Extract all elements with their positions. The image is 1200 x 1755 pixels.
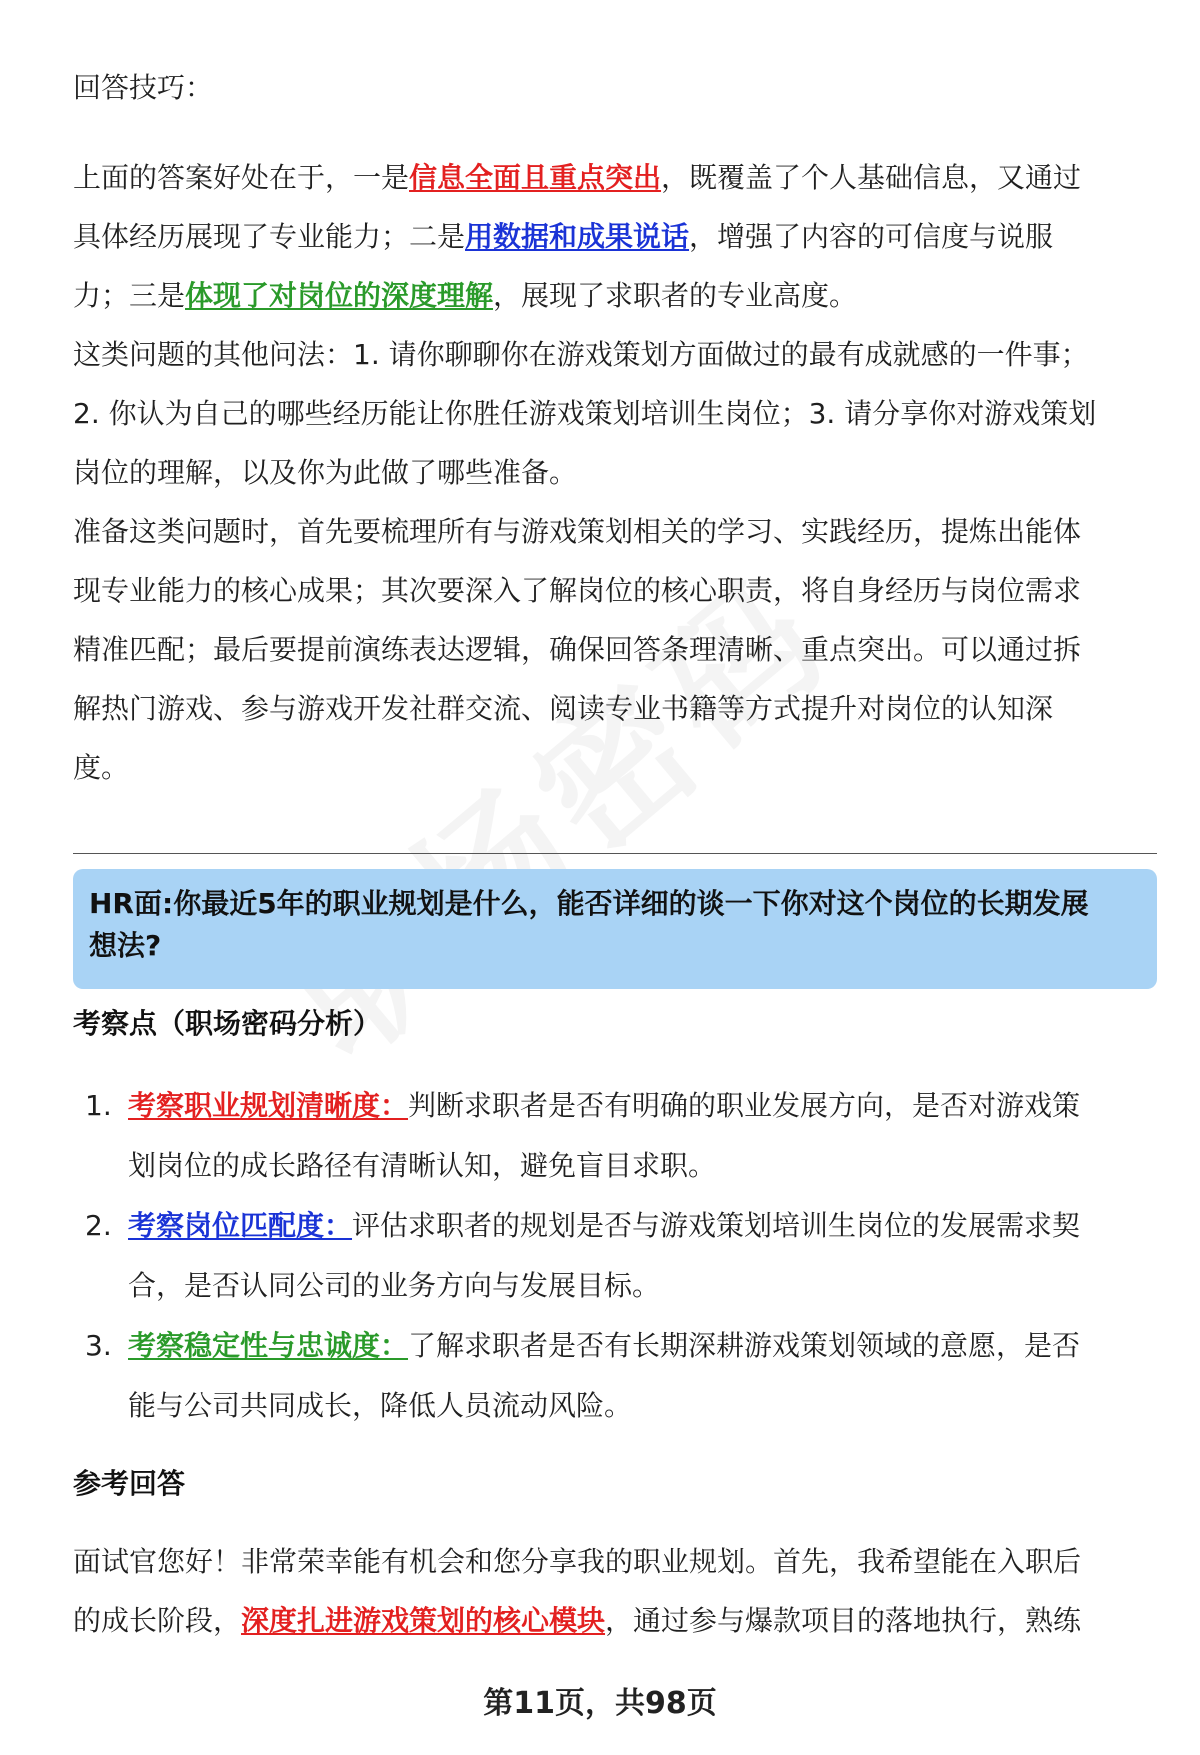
section-divider (73, 853, 1157, 854)
highlight-core-modules: 深度扎进游戏策划的核心模块 (241, 1604, 606, 1637)
highlight-data-results: 用数据和成果说话 (465, 220, 690, 253)
summary-paragraph (73, 148, 1153, 325)
question-line-1: HR面:你最近5年的职业规划是什么，能否详细的谈一下你对这个岗位的长期发展 (89, 887, 1089, 920)
exam-points-list (73, 1076, 1163, 1436)
page-number: 第11页，共98页 (483, 1686, 717, 1721)
exam-points-heading: 考察点（职场密码分析） (73, 1007, 382, 1040)
exam-label-fit: 考察岗位匹配度： (128, 1209, 353, 1242)
reference-answer-paragraph: 面试官您好！非常荣幸能有机会和您分享我的职业规划。首先，我希望能在入职后 的成长阶段，深度扎进游戏策划的核心模块，通过参与爆款项目的落地执行，熟练 (73, 1545, 1082, 1637)
highlight-role-understanding: 体现了对岗位的深度理解 (185, 279, 494, 312)
summary-line-3: 力；三是体现了对岗位的深度理解，展现了求职者的专业高度。 (73, 279, 858, 312)
alternate-questions-paragraph: 这类问题的其他问法：1. 请你聊聊你在游戏策划方面做过的最有成就感的一件事； 2. 你认为自己的哪些经历能让你胜任游戏策划培训生岗位；3. 请分享你对游戏策划 岗位的理解，以及你为此做了哪些准备。 (73, 338, 1097, 489)
question-box (73, 869, 1157, 989)
tips-title: 回答技巧： (73, 71, 214, 104)
exam-label-stability: 考察稳定性与忠诚度： (128, 1329, 409, 1362)
question-line-2: 想法? (89, 929, 162, 962)
list-item: 2. 考察岗位匹配度：评估求职者的规划是否与游戏策划培训生岗位的发展需求契 合，是否认同公司的业务方向与发展目标。 (85, 1209, 1081, 1302)
list-item: 1. 考察职业规划清晰度：判断求职者是否有明确的职业发展方向，是否对游戏策 划岗位的成长路径有清晰认知，避免盲目求职。 (85, 1089, 1081, 1182)
reference-answer-heading: 参考回答 (73, 1467, 186, 1500)
highlight-info-complete: 信息全面且重点突出 (409, 161, 662, 194)
summary-line-1: 上面的答案好处在于，一是信息全面且重点突出，既覆盖了个人基础信息，又通过 (73, 161, 1082, 194)
summary-line-2: 具体经历展现了专业能力；二是用数据和成果说话，增强了内容的可信度与说服 (73, 220, 1054, 253)
list-item: 3. 考察稳定性与忠诚度：了解求职者是否有长期深耕游戏策划领域的意愿，是否 能与公司共同成长，降低人员流动风险。 (85, 1329, 1081, 1422)
exam-label-clarity: 考察职业规划清晰度： (128, 1089, 409, 1122)
preparation-paragraph: 准备这类问题时，首先要梳理所有与游戏策划相关的学习、实践经历，提炼出能体 现专业能力的核心成果；其次要深入了解岗位的核心职责，将自身经历与岗位需求 精准匹配；最后要提前演练表达逻辑，确保回答条理清晰、重点突出。可以通过拆 解热门游戏、参与游戏开发社群交流、阅读专业书籍等方式提升对岗位的认知深 度。 (73, 515, 1082, 784)
